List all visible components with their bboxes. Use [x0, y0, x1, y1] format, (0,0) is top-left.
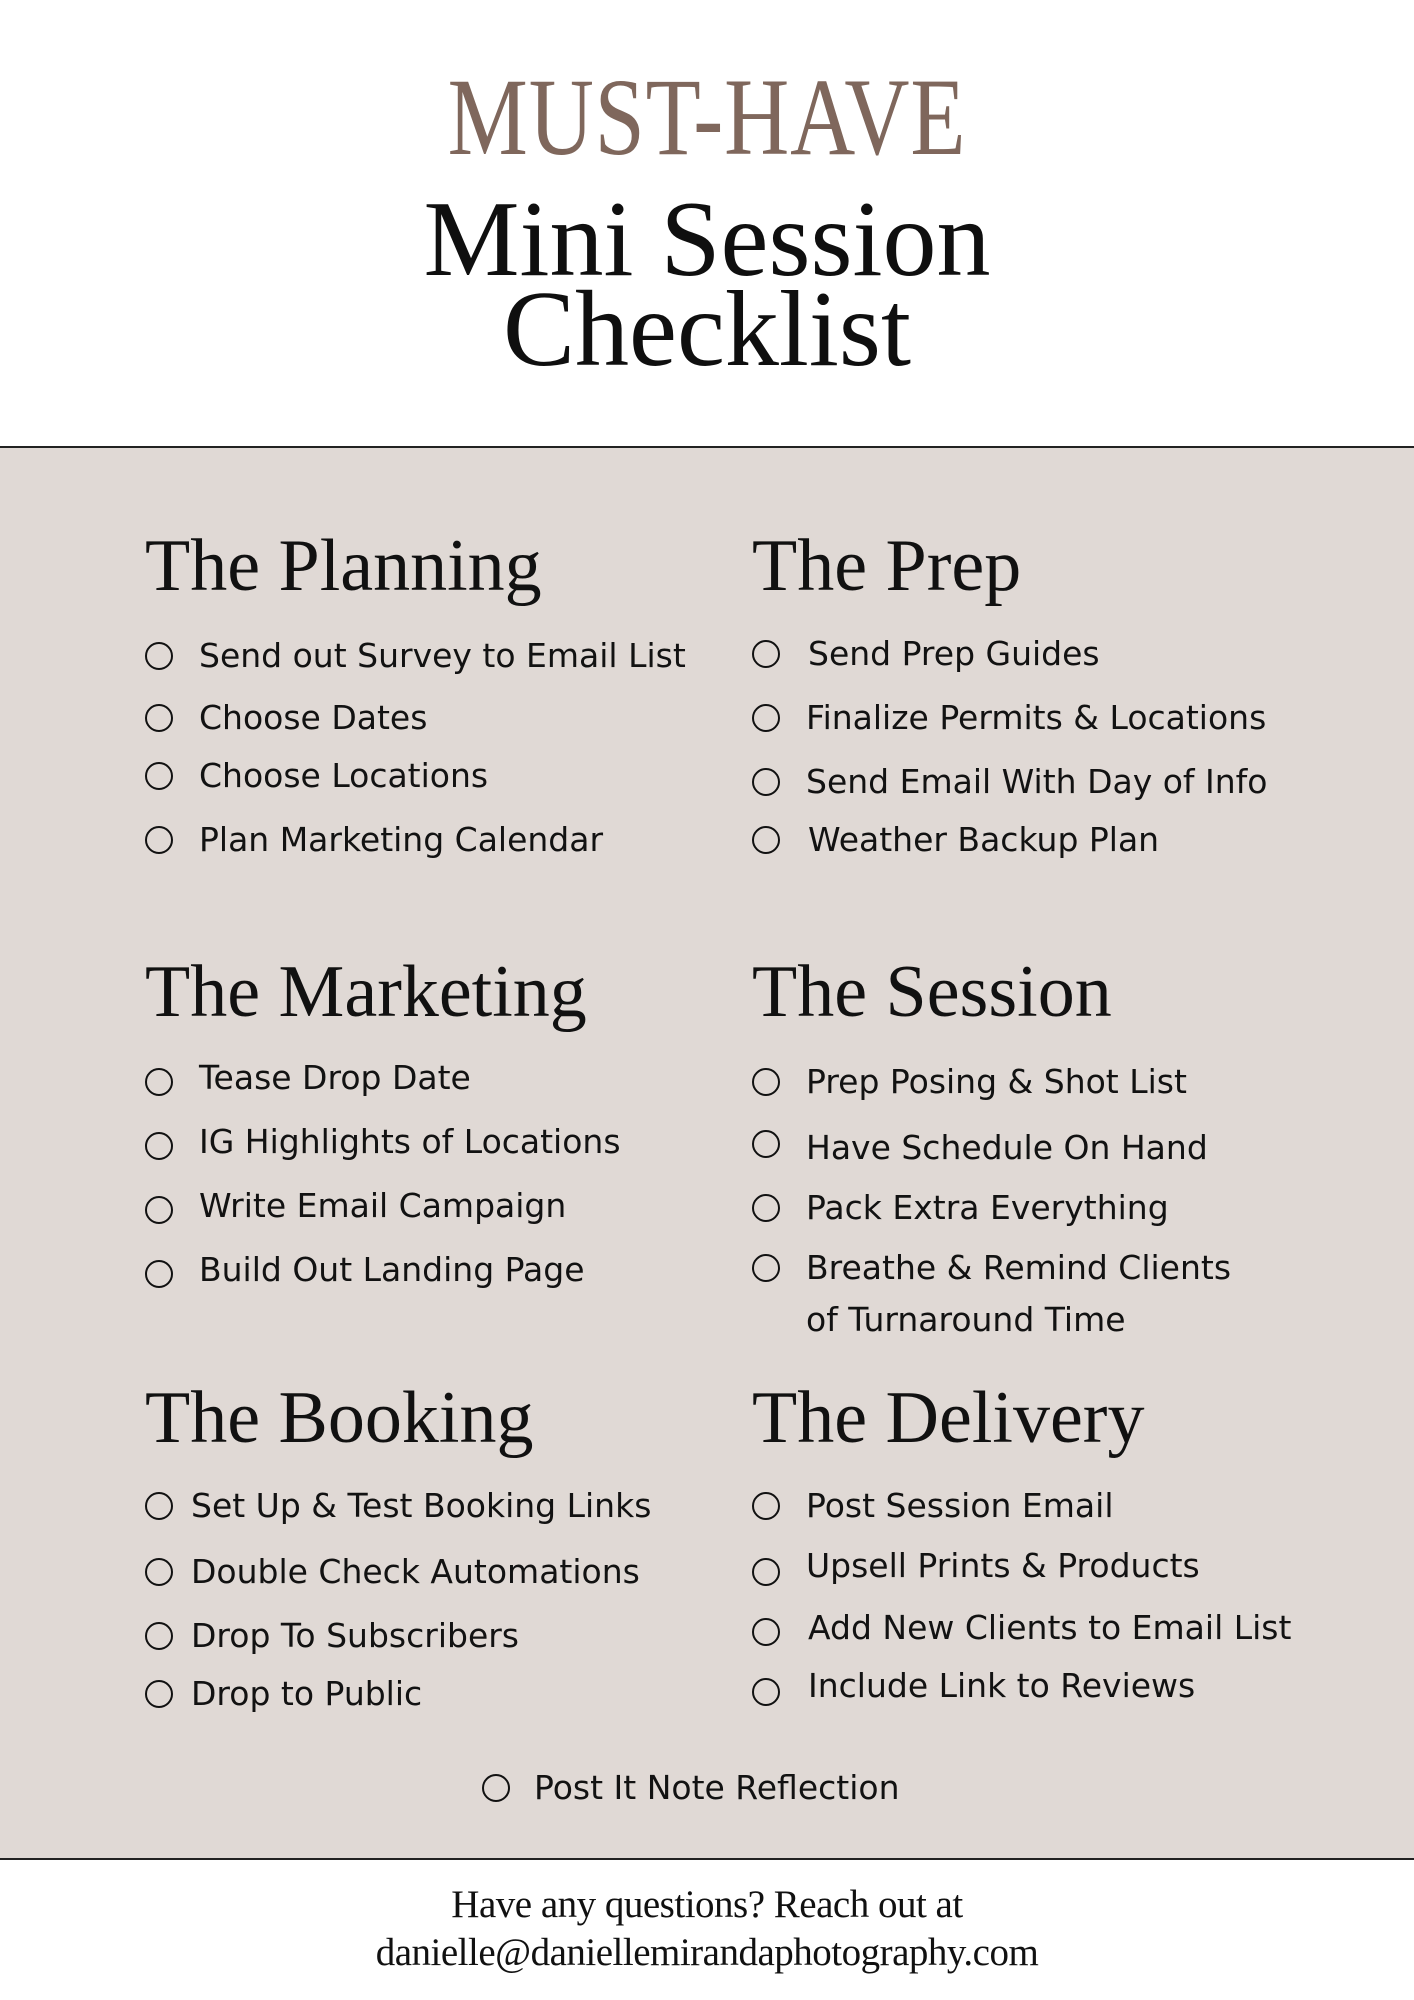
section-delivery [752, 1377, 1292, 1705]
item-label: Drop to Public [191, 1674, 423, 1713]
item-label: Include Link to Reviews [808, 1666, 1196, 1705]
item-label: Tease Drop Date [199, 1058, 471, 1097]
checkbox-circle-icon[interactable] [145, 1622, 173, 1650]
bottom-divider [0, 1858, 1414, 1860]
title-line-2: Checklist [503, 270, 911, 389]
checkbox-circle-icon[interactable] [145, 1492, 173, 1520]
section-title: The Session [752, 951, 1112, 1033]
title-line-1: Mini Session [423, 180, 991, 299]
checkbox-circle-icon[interactable] [145, 642, 173, 670]
checkbox-circle-icon[interactable] [752, 1618, 780, 1646]
item-label: Have Schedule On Hand [806, 1128, 1208, 1167]
item-label: Weather Backup Plan [808, 820, 1160, 859]
checkbox-circle-icon[interactable] [145, 1260, 173, 1288]
item-label: Build Out Landing Page [199, 1250, 585, 1289]
section-title: The Prep [752, 525, 1022, 607]
checkbox-circle-icon[interactable] [145, 762, 173, 790]
checkbox-circle-icon[interactable] [145, 1680, 173, 1708]
section-title: The Planning [145, 525, 542, 607]
section-marketing [145, 951, 621, 1289]
section-prep [752, 525, 1268, 859]
item-label: Post Session Email [806, 1486, 1114, 1525]
checkbox-circle-icon[interactable] [145, 1132, 173, 1160]
checkbox-circle-icon[interactable] [752, 1678, 780, 1706]
item-label: Post It Note Reflection [534, 1768, 900, 1807]
page-title [0, 180, 1414, 389]
item-label: Drop To Subscribers [191, 1616, 520, 1655]
item-label: Write Email Campaign [199, 1186, 567, 1225]
overline-title: MUST-HAVE [447, 56, 967, 178]
item-label: Send Prep Guides [808, 634, 1100, 673]
checkbox-circle-icon[interactable] [752, 1492, 780, 1520]
checkbox-circle-icon[interactable] [752, 1254, 780, 1282]
item-label: Finalize Permits & Locations [806, 698, 1267, 737]
checkbox-circle-icon[interactable] [145, 826, 173, 854]
item-label-line-2: of Turnaround Time [806, 1300, 1126, 1339]
item-label: Send out Survey to Email List [199, 636, 686, 675]
item-label: Plan Marketing Calendar [199, 820, 604, 859]
checkbox-circle-icon[interactable] [145, 1196, 173, 1224]
checkbox-circle-icon[interactable] [752, 1558, 780, 1586]
item-label: Pack Extra Everything [806, 1188, 1169, 1227]
item-label: Add New Clients to Email List [808, 1608, 1292, 1647]
section-planning [145, 525, 686, 859]
checkbox-circle-icon[interactable] [752, 826, 780, 854]
footer-email[interactable]: danielle@daniellemirandaphotography.com [375, 1931, 1039, 1974]
checkbox-circle-icon[interactable] [752, 1130, 780, 1158]
item-label-line-1: Breathe & Remind Clients [806, 1248, 1232, 1287]
section-title: The Delivery [752, 1377, 1145, 1459]
item-label: Send Email With Day of Info [806, 762, 1268, 801]
checkbox-circle-icon[interactable] [752, 640, 780, 668]
checkbox-circle-icon[interactable] [752, 1194, 780, 1222]
item-label [806, 1248, 1231, 1340]
item-label: Prep Posing & Shot List [806, 1062, 1187, 1101]
section-title: The Marketing [145, 951, 587, 1033]
checkbox-circle-icon[interactable] [752, 768, 780, 796]
checkbox-circle-icon[interactable] [752, 704, 780, 732]
checkbox-circle-icon[interactable] [145, 1068, 173, 1096]
section-session [752, 951, 1232, 1339]
checkbox-circle-icon[interactable] [145, 704, 173, 732]
checkbox-circle-icon[interactable] [145, 1558, 173, 1586]
section-booking [145, 1377, 652, 1713]
footer-question: Have any questions? Reach out at [451, 1883, 963, 1926]
item-label: IG Highlights of Locations [199, 1122, 621, 1161]
item-label: Choose Dates [199, 698, 428, 737]
item-label: Choose Locations [199, 756, 489, 795]
item-label: Double Check Automations [191, 1552, 640, 1591]
item-label: Upsell Prints & Products [806, 1546, 1200, 1585]
checkbox-circle-icon[interactable] [752, 1068, 780, 1096]
checkbox-circle-icon[interactable] [482, 1774, 510, 1802]
item-label: Set Up & Test Booking Links [191, 1486, 652, 1525]
page-header [0, 0, 1414, 446]
section-title: The Booking [145, 1377, 534, 1459]
footer [0, 1862, 1414, 2000]
